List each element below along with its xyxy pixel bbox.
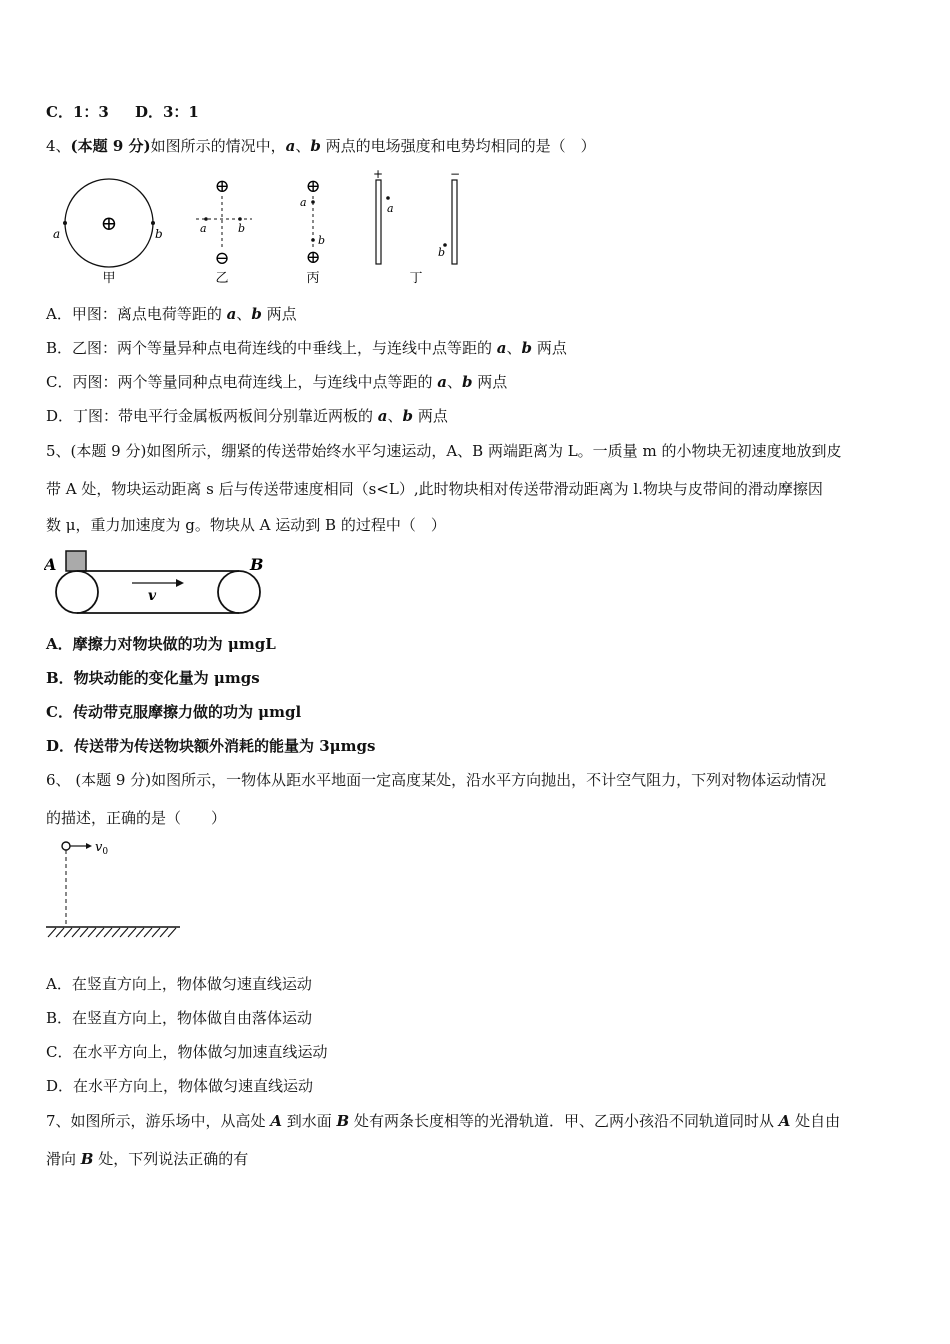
fig-yi-label-b: b bbox=[238, 222, 246, 235]
q4-stem: 4、(本题 9 分)如图所示的情况中，a、b 两点的电场强度和电势均相同的是（ ） bbox=[46, 137, 596, 155]
fig-jia-charge: ⊕ bbox=[100, 211, 118, 235]
fig-ding-minus-sign: − bbox=[449, 168, 461, 181]
fig-v0-arrowhead bbox=[86, 843, 92, 849]
fig-bing-label-a: a bbox=[300, 196, 307, 209]
fig-bing-label-b: b bbox=[318, 234, 326, 247]
q5-option-a: A．摩擦力对物块做的功为 μmgL bbox=[46, 635, 276, 653]
fig-object bbox=[62, 842, 70, 850]
q6-option-b: B．在竖直方向上，物体做自由落体运动 bbox=[46, 1009, 313, 1027]
q5-stem-line1: 5、(本题 9 分)如图所示，绷紧的传送带始终水平匀速运动，A、B 两端距离为 L。一质量 m 的小物块无初速度地放到皮 bbox=[46, 442, 842, 460]
q3-option-d: D．3：1 bbox=[134, 103, 199, 121]
q3-option-c: C．1：3 bbox=[46, 103, 109, 121]
q5-option-d: D．传送带为传送物块额外消耗的能量为 3μmgs bbox=[46, 737, 376, 755]
fig-jia-point-b bbox=[151, 221, 155, 225]
q6-option-a: A．在竖直方向上，物体做匀速直线运动 bbox=[46, 975, 312, 993]
fig-right-pulley bbox=[218, 571, 260, 613]
fig-left-pulley bbox=[56, 571, 98, 613]
q6-option-d: D．在水平方向上，物体做匀速直线运动 bbox=[46, 1077, 314, 1095]
q7-stem-line2: 滑向 B 处，下列说法正确的有 bbox=[46, 1150, 249, 1168]
fig-jia-point-a bbox=[63, 221, 67, 225]
q7-stem-line1: 7、如图所示，游乐场中，从高处 A 到水面 B 处有两条长度相等的光滑轨道．甲、乙两小孩沿不同轨道同时从 A 处自由 bbox=[46, 1112, 841, 1130]
fig-jia-caption: 甲 bbox=[102, 271, 116, 286]
q5-stem-line2: 带 A 处，物块运动距离 s 后与传送带速度相同（s<L）,此时物块相对传送带滑动距离为 l.物块与皮带间的滑动摩擦因 bbox=[46, 480, 823, 498]
fig-ding-plate-positive bbox=[376, 180, 381, 264]
fig-bing-caption: 丙 bbox=[306, 271, 320, 286]
fig-bing-pos-charge-bottom: ⊕ bbox=[305, 247, 321, 268]
fig-ding-point-a bbox=[386, 196, 390, 200]
fig-ground-hatch bbox=[48, 928, 176, 937]
fig-bing-point-b bbox=[311, 238, 315, 242]
fig-yi-caption: 乙 bbox=[215, 271, 229, 286]
q4-option-b: B．乙图：两个等量异种点电荷连线的中垂线上，与连线中点等距的 a、b 两点 bbox=[46, 339, 567, 357]
fig-yi-pos-charge: ⊕ bbox=[214, 176, 230, 197]
fig-label-A: A bbox=[44, 555, 57, 574]
q5-stem-line3: 数 μ，重力加速度为 g。物块从 A 运动到 B 的过程中（ ） bbox=[46, 516, 446, 534]
fig-ding-plus-sign: + bbox=[372, 168, 384, 181]
fig-block bbox=[66, 551, 86, 571]
fig-yi-point-b bbox=[238, 217, 242, 221]
q3-options-cd bbox=[46, 102, 199, 122]
q6-figure bbox=[44, 832, 184, 942]
fig-v0-label: $v_0$ bbox=[95, 840, 109, 857]
q6-stem-line1: 6、 (本题 9 分)如图所示，一物体从距水平地面一定高度某处，沿水平方向抛出，不计空气阻力，下列对物体运动情况 bbox=[46, 771, 827, 789]
fig-bing-pos-charge-top: ⊕ bbox=[305, 176, 321, 197]
fig-ding-label-b: b bbox=[438, 246, 446, 259]
fig-yi-label-a: a bbox=[200, 222, 207, 235]
q4-option-d: D．丁图：带电平行金属板两板间分别靠近两板的 a、b 两点 bbox=[46, 407, 448, 425]
fig-yi-point-a bbox=[204, 217, 208, 221]
q5-option-b: B．物块动能的变化量为 μmgs bbox=[46, 669, 260, 687]
q6-option-c: C．在水平方向上，物体做匀加速直线运动 bbox=[46, 1043, 328, 1061]
q5-figure bbox=[44, 548, 274, 618]
q6-stem-line2: 的描述，正确的是（ ） bbox=[46, 809, 227, 827]
fig-yi-neg-charge: ⊖ bbox=[214, 248, 230, 269]
fig-velocity-label: v bbox=[148, 588, 157, 604]
fig-jia-label-a: a bbox=[53, 227, 61, 241]
q4-option-c: C．丙图：两个等量同种点电荷连线上，与连线中点等距的 a、b 两点 bbox=[46, 373, 508, 391]
fig-bing-point-a bbox=[311, 200, 315, 204]
q4-figure bbox=[46, 168, 486, 288]
fig-ding-plate-negative bbox=[452, 180, 457, 264]
fig-ding-label-a: a bbox=[387, 202, 394, 215]
q5-option-c: C．传动带克服摩擦力做的功为 μmgl bbox=[46, 703, 302, 721]
q4-option-a: A．甲图：离点电荷等距的 a、b 两点 bbox=[46, 305, 297, 323]
fig-label-B: B bbox=[250, 555, 264, 574]
fig-velocity-arrowhead bbox=[176, 579, 184, 587]
fig-jia-label-b: b bbox=[155, 227, 163, 241]
fig-ding-caption: 丁 bbox=[409, 271, 423, 286]
